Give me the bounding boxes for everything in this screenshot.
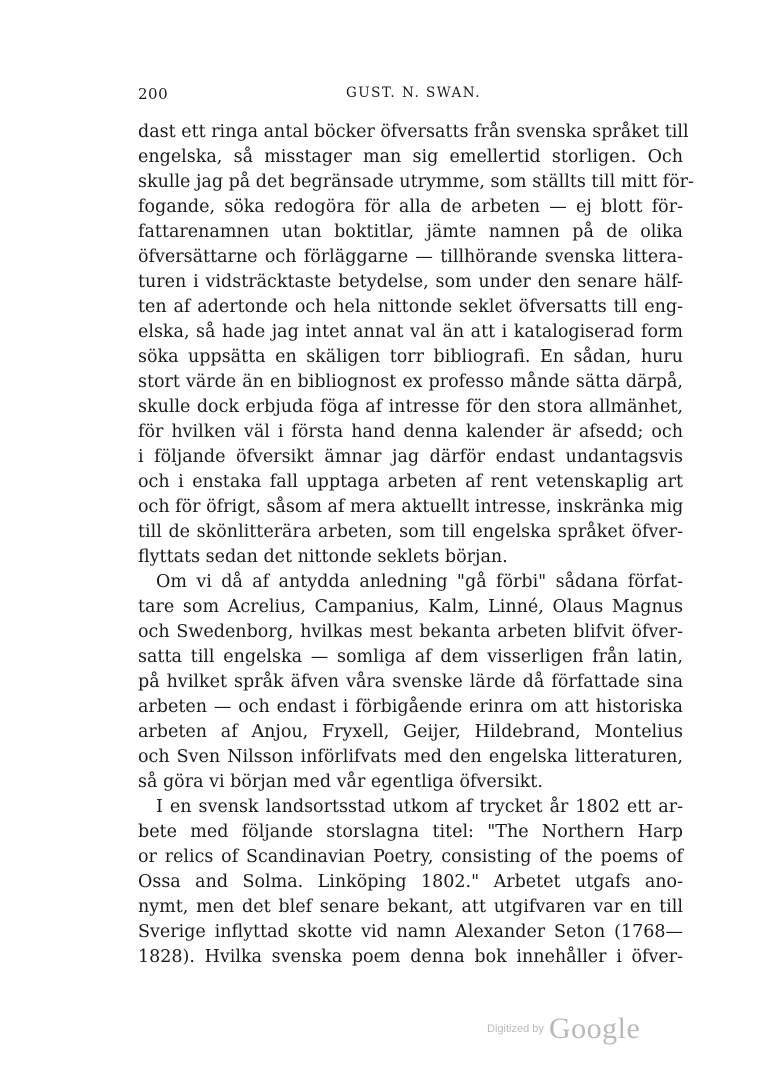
watermark-prefix: Digitized by — [487, 1023, 544, 1035]
text-line: satta till engelska — somliga af dem visserligen från latin, — [138, 647, 683, 667]
text-line: Om vi då af antydda anledning "gå förbi" sådana förfat- — [156, 572, 683, 592]
text-line: turen i vidsträcktaste betydelse, som under den senare hälf- — [138, 272, 683, 292]
text-line: för hvilken väl i första hand denna kalender är afsedd; och — [138, 422, 683, 442]
text-line: ten af adertonde och hela nittonde seklet öfversatts till eng- — [138, 297, 683, 317]
watermark-logo: Google — [548, 1012, 641, 1045]
page-header — [138, 85, 683, 107]
text-line: stort värde än en bibliognost ex professo månde sätta därpå, — [138, 372, 683, 392]
running-head: GUST. N. SWAN. — [346, 85, 481, 101]
text-line: I en svensk landsortsstad utkom af trycket år 1802 ett ar- — [156, 797, 683, 817]
text-line: bete med följande storslagna titel: "The Northern Harp — [138, 822, 683, 842]
text-line: öfversättarne och förläggarne — tillhörande svenska littera- — [138, 247, 683, 267]
text-line: söka uppsätta en skäligen torr bibliografi. En sådan, huru — [138, 347, 683, 367]
text-line: skulle jag på det begränsade utrymme, som ställts till mitt för- — [138, 172, 694, 192]
text-line: i följande öfversikt ämnar jag därför endast undantagsvis — [138, 447, 683, 467]
text-line: tare som Acrelius, Campanius, Kalm, Linné, Olaus Magnus — [138, 597, 683, 617]
text-line: engelska, så misstager man sig emellertid storligen. Och — [138, 147, 683, 167]
text-line: Ossa and Solma. Linköping 1802." Arbetet utgafs ano- — [138, 872, 683, 892]
text-line: på hvilket språk äfven våra svenske lärde då författade sina — [138, 672, 683, 692]
text-line: fattarenamnen utan boktitlar, jämte namnen på de olika — [138, 222, 683, 242]
text-line: dast ett ringa antal böcker öfversatts från svenska språket till — [138, 122, 689, 142]
text-line: skulle dock erbjuda föga af intresse för den stora allmänhet, — [138, 397, 683, 417]
text-line: till de skönlitterära arbeten, som till engelska språket öfver- — [138, 522, 683, 542]
text-line: elska, så hade jag intet annat val än att i katalogiserad form — [138, 322, 683, 342]
text-line: och Swedenborg, hvilkas mest bekanta arbeten blifvit öfver- — [138, 622, 683, 642]
page-number: 200 — [138, 85, 169, 103]
text-line: or relics of Scandinavian Poetry, consisting of the poems of — [138, 847, 683, 867]
text-line: 1828). Hvilka svenska poem denna bok innehåller i öfver- — [138, 947, 683, 967]
text-line: och Sven Nilsson införlifvats med den engelska litteraturen, — [138, 747, 683, 767]
text-line: arbeten af Anjou, Fryxell, Geijer, Hildebrand, Montelius — [138, 722, 683, 742]
text-line: och för öfrigt, såsom af mera aktuellt intresse, inskränka mig — [138, 497, 684, 517]
text-line: så göra vi början med vår egentliga öfversikt. — [138, 772, 543, 792]
text-line: Sverige inflyttad skotte vid namn Alexander Seton (1768— — [138, 922, 683, 942]
text-line: fogande, söka redogöra för alla de arbeten — ej blott för- — [138, 197, 683, 217]
text-line: och i enstaka fall upptaga arbeten af rent vetenskaplig art — [138, 472, 683, 492]
text-line: arbeten — och endast i förbigående erinra om att historiska — [138, 697, 683, 717]
text-line: flyttats sedan det nittonde seklets början. — [138, 547, 508, 567]
digitization-watermark — [487, 1012, 640, 1046]
body-text — [138, 120, 694, 970]
text-line: nymt, men det blef senare bekant, att utgifvaren var en till — [138, 897, 683, 917]
